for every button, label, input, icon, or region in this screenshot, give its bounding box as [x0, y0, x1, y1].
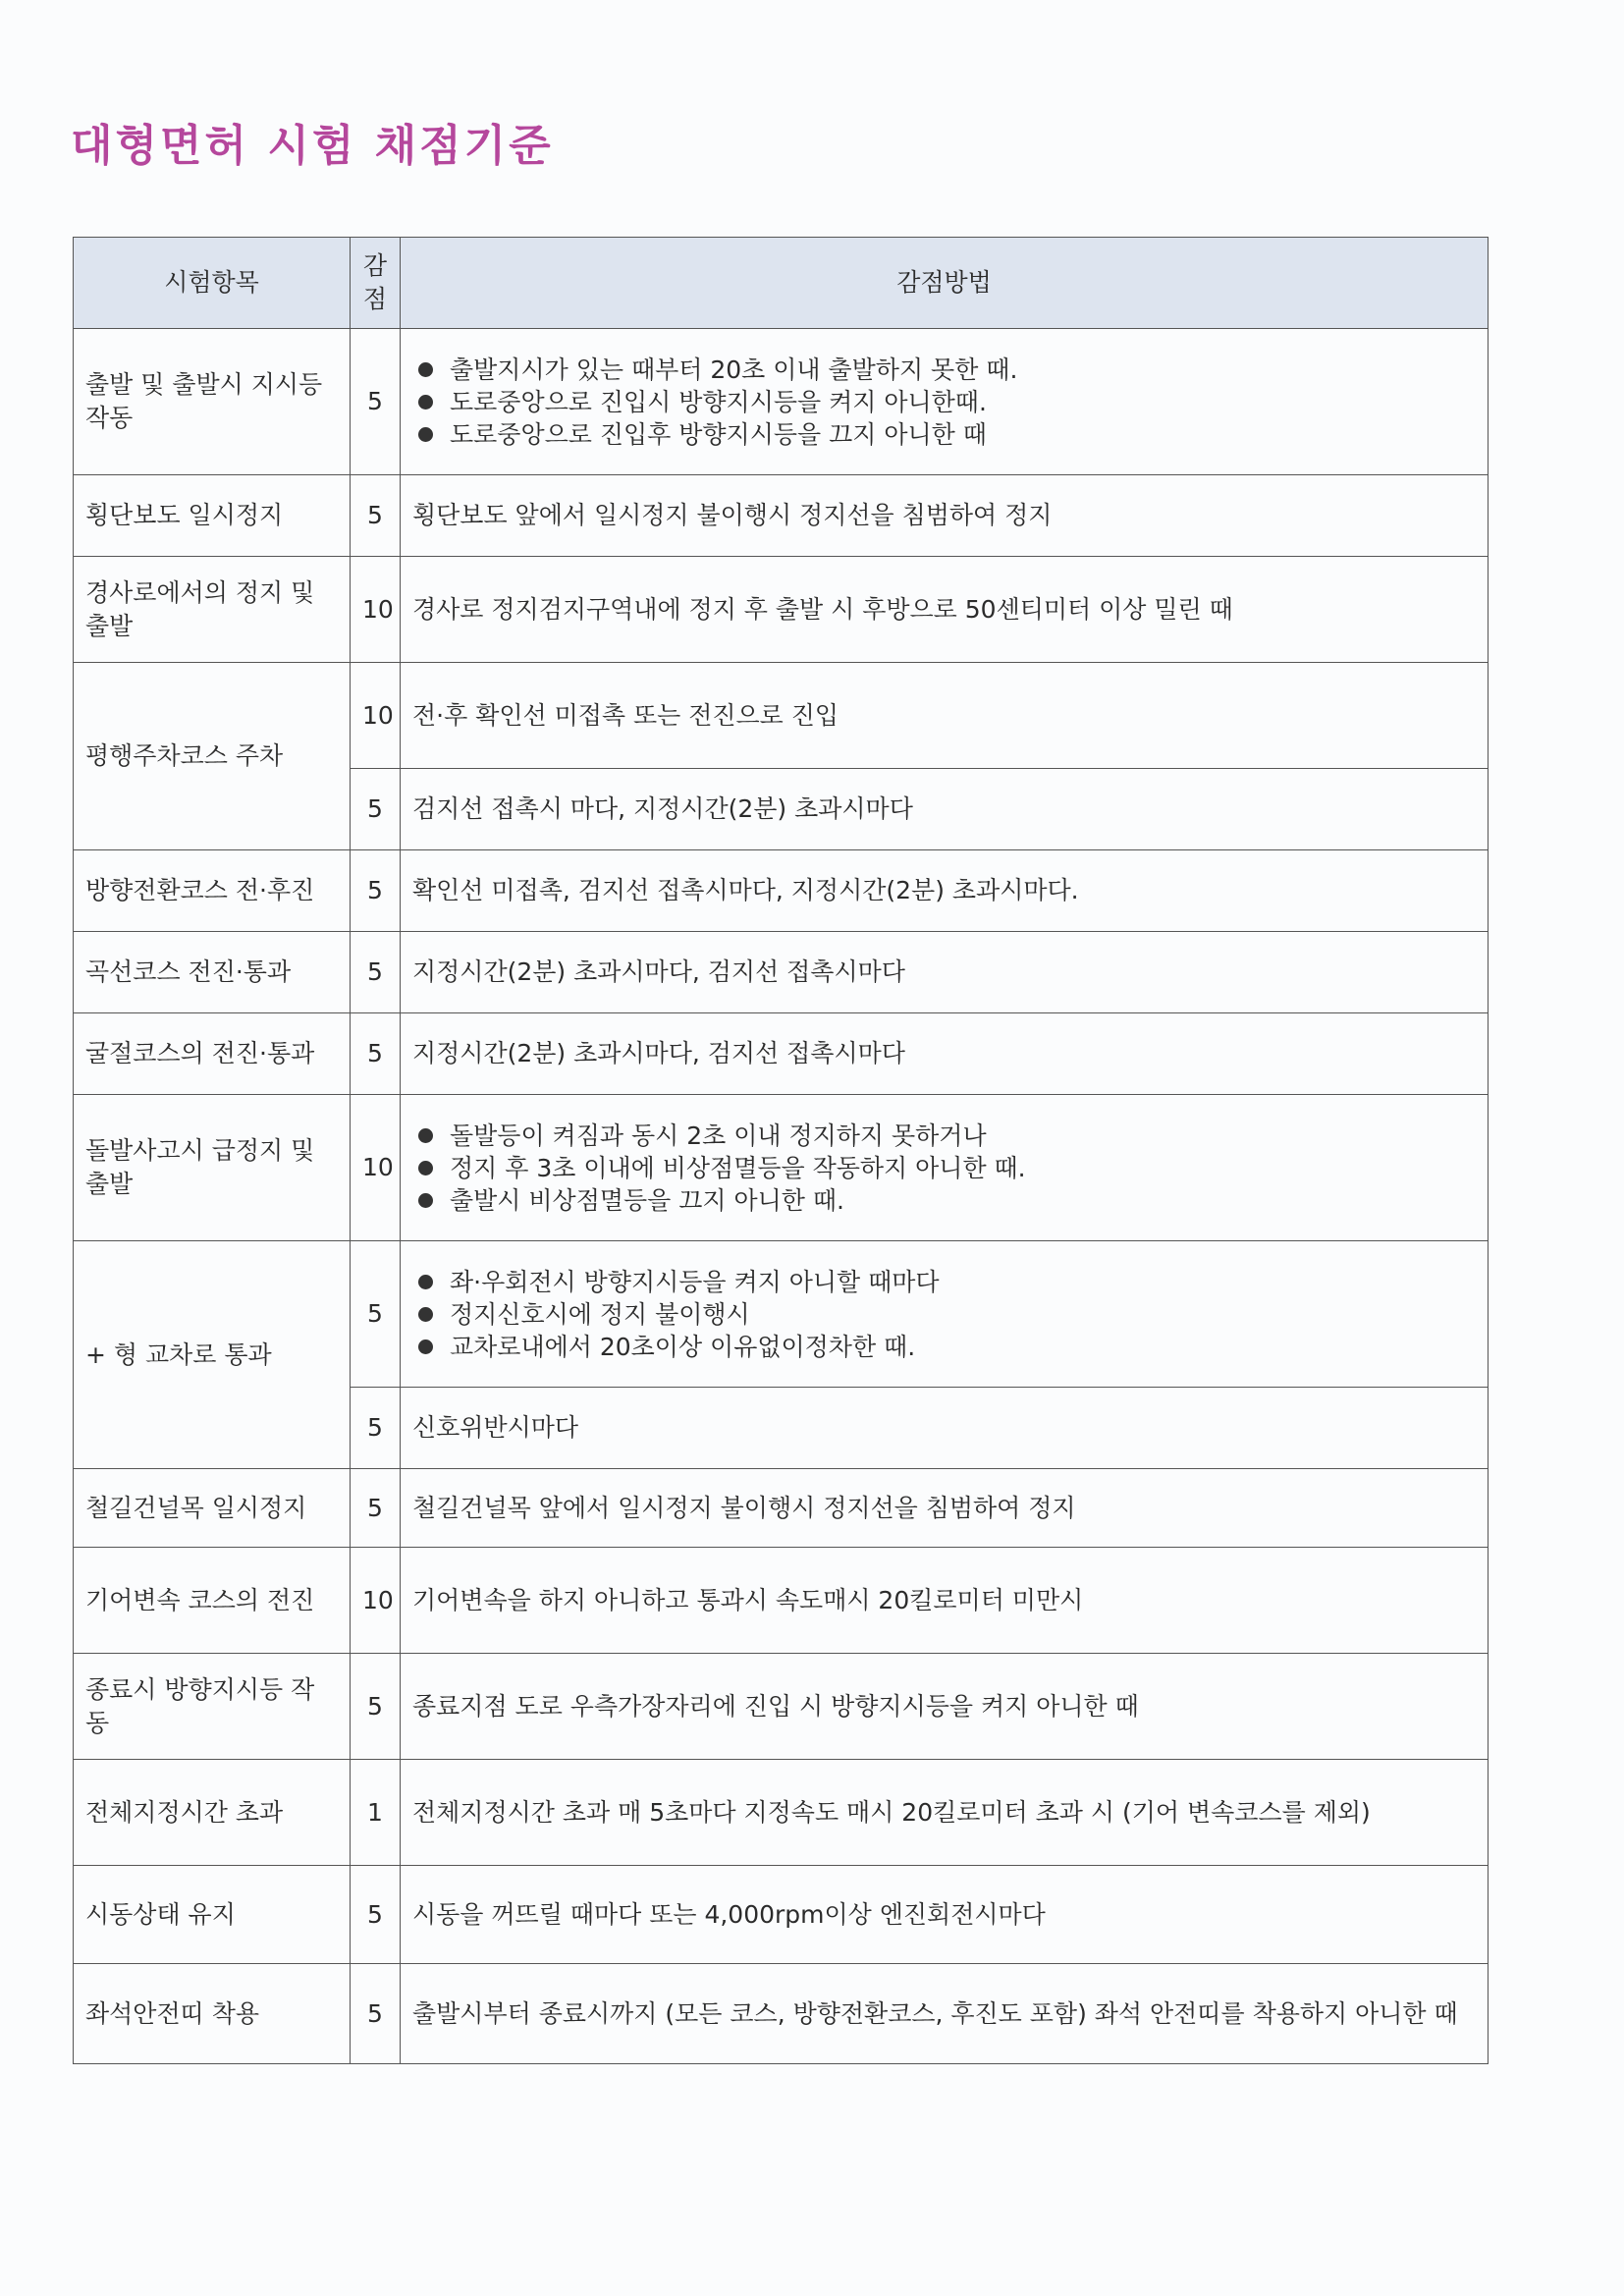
- test-item: 횡단보도 일시정지: [74, 475, 351, 557]
- table-row: [74, 663, 1489, 769]
- scoring-criteria-table: [73, 237, 1489, 2064]
- table-row: [74, 932, 1489, 1013]
- deduction-score: 5: [351, 932, 401, 1013]
- header-method: 감점방법: [401, 238, 1489, 329]
- deduction-method: 출발시부터 종료시까지 (모든 코스, 방향전환코스, 후진도 포함) 좌석 안전띠를 착용하지 아니한 때: [401, 1964, 1489, 2064]
- deduction-method: 전체지정시간 초과 매 5초마다 지정속도 매시 20킬로미터 초과 시 (기어 변속코스를 제외): [401, 1760, 1489, 1866]
- bullet-item: 정지 후 3초 이내에 비상점멸등을 작동하지 아니한 때.: [412, 1152, 1476, 1184]
- deduction-score: 5: [351, 1964, 401, 2064]
- test-item: 출발 및 출발시 지시등 작동: [74, 329, 351, 475]
- deduction-method: 기어변속을 하지 아니하고 통과시 속도매시 20킬로미터 미만시: [401, 1548, 1489, 1654]
- test-item: 방향전환코스 전·후진: [74, 850, 351, 932]
- table-row: [74, 1866, 1489, 1964]
- deduction-score: 5: [351, 1241, 401, 1388]
- header-item: 시험항목: [74, 238, 351, 329]
- deduction-score: 5: [351, 769, 401, 850]
- test-item: 경사로에서의 정지 및 출발: [74, 557, 351, 663]
- deduction-method: 지정시간(2분) 초과시마다, 검지선 접촉시마다: [401, 1013, 1489, 1095]
- header-score-char-1: 감: [362, 251, 388, 280]
- deduction-score: 10: [351, 663, 401, 769]
- test-item: 기어변속 코스의 전진: [74, 1548, 351, 1654]
- table-row: [74, 1654, 1489, 1760]
- deduction-method: 종료지점 도로 우측가장자리에 진입 시 방향지시등을 켜지 아니한 때: [401, 1654, 1489, 1760]
- header-score: [351, 238, 401, 329]
- bullet-list: [412, 1266, 1476, 1363]
- table-row: [74, 1095, 1489, 1241]
- page-title: 대형면허 시험 채점기준: [71, 121, 554, 171]
- deduction-method: 횡단보도 앞에서 일시정지 불이행시 정지선을 침범하여 정지: [401, 475, 1489, 557]
- table-row: [74, 557, 1489, 663]
- test-item: 철길건널목 일시정지: [74, 1469, 351, 1548]
- table-row: [74, 1241, 1489, 1388]
- deduction-score: 5: [351, 1388, 401, 1469]
- test-item: 시동상태 유지: [74, 1866, 351, 1964]
- deduction-score: 5: [351, 1654, 401, 1760]
- test-item: + 형 교차로 통과: [74, 1241, 351, 1469]
- test-item: 평행주차코스 주차: [74, 663, 351, 850]
- deduction-score: 10: [351, 1095, 401, 1241]
- deduction-method: 경사로 정지검지구역내에 정지 후 출발 시 후방으로 50센티미터 이상 밀린 때: [401, 557, 1489, 663]
- deduction-method: 확인선 미접촉, 검지선 접촉시마다, 지정시간(2분) 초과시마다.: [401, 850, 1489, 932]
- deduction-score: 5: [351, 1866, 401, 1964]
- deduction-score: 5: [351, 329, 401, 475]
- bullet-item: 정지신호시에 정지 불이행시: [412, 1298, 1476, 1331]
- bullet-item: 도로중앙으로 진입시 방향지시등을 켜지 아니한때.: [412, 386, 1476, 418]
- deduction-score: 5: [351, 1469, 401, 1548]
- deduction-method: 시동을 꺼뜨릴 때마다 또는 4,000rpm이상 엔진회전시마다: [401, 1866, 1489, 1964]
- deduction-method: 철길건널목 앞에서 일시정지 불이행시 정지선을 침범하여 정지: [401, 1469, 1489, 1548]
- bullet-item: 교차로내에서 20초이상 이유없이정차한 때.: [412, 1331, 1476, 1363]
- test-item: 굴절코스의 전진·통과: [74, 1013, 351, 1095]
- header-row: [74, 238, 1489, 329]
- deduction-score: 1: [351, 1760, 401, 1866]
- test-item: 종료시 방향지시등 작동: [74, 1654, 351, 1760]
- deduction-method: [401, 1095, 1489, 1241]
- bullet-list: [412, 354, 1476, 451]
- table-row: [74, 329, 1489, 475]
- bullet-item: 좌·우회전시 방향지시등을 켜지 아니할 때마다: [412, 1266, 1476, 1298]
- table-row: [74, 1548, 1489, 1654]
- bullet-item: 출발시 비상점멸등을 끄지 아니한 때.: [412, 1184, 1476, 1217]
- bullet-item: 돌발등이 켜짐과 동시 2초 이내 정지하지 못하거나: [412, 1120, 1476, 1152]
- test-item: 곡선코스 전진·통과: [74, 932, 351, 1013]
- deduction-score: 5: [351, 475, 401, 557]
- table-row: [74, 475, 1489, 557]
- deduction-method: 지정시간(2분) 초과시마다, 검지선 접촉시마다: [401, 932, 1489, 1013]
- deduction-method: 신호위반시마다: [401, 1388, 1489, 1469]
- deduction-score: 5: [351, 850, 401, 932]
- table-row: [74, 1760, 1489, 1866]
- table-row: [74, 850, 1489, 932]
- bullet-item: 출발지시가 있는 때부터 20초 이내 출발하지 못한 때.: [412, 354, 1476, 386]
- deduction-method: 전·후 확인선 미접촉 또는 전진으로 진입: [401, 663, 1489, 769]
- table-row: [74, 1013, 1489, 1095]
- deduction-method: 검지선 접촉시 마다, 지정시간(2분) 초과시마다: [401, 769, 1489, 850]
- test-item: 좌석안전띠 착용: [74, 1964, 351, 2064]
- header-score-char-2: 점: [362, 285, 388, 313]
- table-row: [74, 1964, 1489, 2064]
- deduction-score: 10: [351, 557, 401, 663]
- deduction-method: [401, 329, 1489, 475]
- test-item: 전체지정시간 초과: [74, 1760, 351, 1866]
- table-row: [74, 1469, 1489, 1548]
- bullet-list: [412, 1120, 1476, 1217]
- deduction-score: 5: [351, 1013, 401, 1095]
- deduction-method: [401, 1241, 1489, 1388]
- test-item: 돌발사고시 급정지 및 출발: [74, 1095, 351, 1241]
- bullet-item: 도로중앙으로 진입후 방향지시등을 끄지 아니한 때: [412, 418, 1476, 451]
- deduction-score: 10: [351, 1548, 401, 1654]
